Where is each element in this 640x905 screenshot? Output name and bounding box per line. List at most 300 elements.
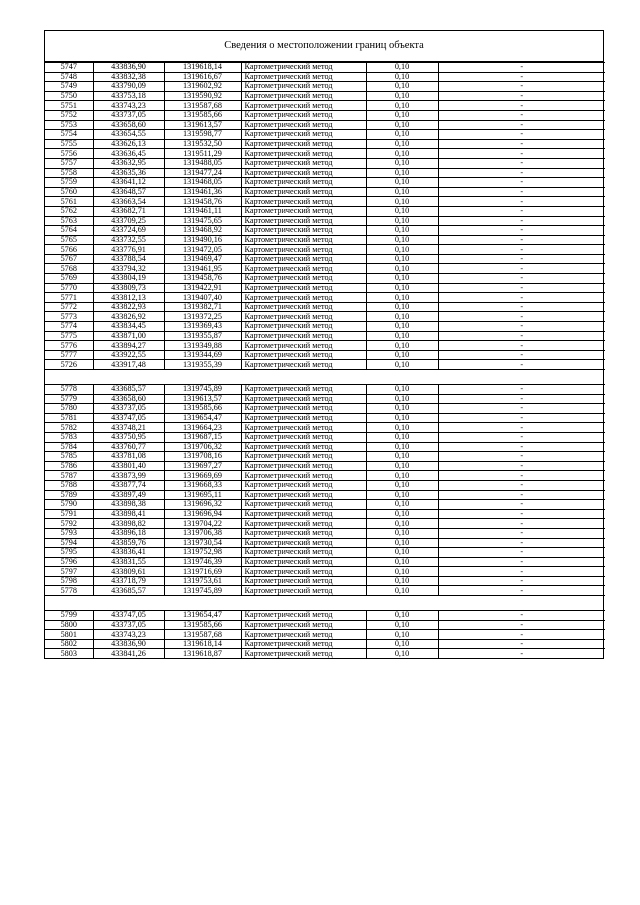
- point-number-cell: 5759: [45, 178, 93, 188]
- y-coordinate-cell: 1319461,95: [164, 264, 241, 274]
- x-coordinate-cell: 433922,55: [93, 350, 164, 360]
- y-coordinate-cell: 1319344,69: [164, 350, 241, 360]
- description-cell: -: [438, 432, 605, 442]
- accuracy-cell: 0,10: [366, 442, 438, 452]
- point-number-cell: 5755: [45, 139, 93, 149]
- x-coordinate-cell: 433836,90: [93, 639, 164, 649]
- x-coordinate-cell: 433809,73: [93, 283, 164, 293]
- description-cell: -: [438, 178, 605, 188]
- boundary-document: [44, 30, 604, 659]
- description-cell: -: [438, 480, 605, 490]
- description-cell: -: [438, 187, 605, 197]
- accuracy-cell: 0,10: [366, 130, 438, 140]
- description-cell: -: [438, 110, 605, 120]
- table-row: [45, 274, 605, 284]
- point-number-cell: 5749: [45, 82, 93, 92]
- table-row: [45, 567, 605, 577]
- table-row: [45, 557, 605, 567]
- method-cell: Картометрический метод: [241, 197, 366, 207]
- point-number-cell: 5753: [45, 120, 93, 130]
- point-number-cell: 5801: [45, 630, 93, 640]
- description-cell: -: [438, 630, 605, 640]
- table-row: [45, 432, 605, 442]
- description-cell: -: [438, 404, 605, 414]
- point-number-cell: 5757: [45, 158, 93, 168]
- method-cell: Картометрический метод: [241, 620, 366, 630]
- y-coordinate-cell: 1319472,05: [164, 245, 241, 255]
- table-row: [45, 82, 605, 92]
- y-coordinate-cell: 1319618,14: [164, 63, 241, 73]
- table-row: [45, 197, 605, 207]
- y-coordinate-cell: 1319490,16: [164, 235, 241, 245]
- method-cell: Картометрический метод: [241, 394, 366, 404]
- x-coordinate-cell: 433898,38: [93, 500, 164, 510]
- y-coordinate-cell: 1319355,87: [164, 331, 241, 341]
- point-number-cell: 5791: [45, 509, 93, 519]
- accuracy-cell: 0,10: [366, 226, 438, 236]
- y-coordinate-cell: 1319488,05: [164, 158, 241, 168]
- method-cell: Картометрический метод: [241, 639, 366, 649]
- coordinates-table: [45, 62, 605, 658]
- method-cell: Картометрический метод: [241, 341, 366, 351]
- description-cell: -: [438, 254, 605, 264]
- description-cell: -: [438, 385, 605, 395]
- point-number-cell: 5764: [45, 226, 93, 236]
- point-number-cell: 5760: [45, 187, 93, 197]
- y-coordinate-cell: 1319585,66: [164, 110, 241, 120]
- y-coordinate-cell: 1319372,25: [164, 312, 241, 322]
- table-row: [45, 611, 605, 621]
- point-number-cell: 5776: [45, 341, 93, 351]
- description-cell: -: [438, 461, 605, 471]
- table-row: [45, 226, 605, 236]
- description-cell: -: [438, 639, 605, 649]
- x-coordinate-cell: 433832,38: [93, 72, 164, 82]
- method-cell: Картометрический метод: [241, 452, 366, 462]
- table-row: [45, 245, 605, 255]
- x-coordinate-cell: 433709,25: [93, 216, 164, 226]
- y-coordinate-cell: 1319696,94: [164, 509, 241, 519]
- accuracy-cell: 0,10: [366, 500, 438, 510]
- method-cell: Картометрический метод: [241, 509, 366, 519]
- method-cell: Картометрический метод: [241, 611, 366, 621]
- point-number-cell: 5796: [45, 557, 93, 567]
- accuracy-cell: 0,10: [366, 331, 438, 341]
- y-coordinate-cell: 1319585,66: [164, 404, 241, 414]
- table-row: [45, 283, 605, 293]
- x-coordinate-cell: 433663,54: [93, 197, 164, 207]
- accuracy-cell: 0,10: [366, 139, 438, 149]
- y-coordinate-cell: 1319654,47: [164, 611, 241, 621]
- method-cell: Картометрический метод: [241, 471, 366, 481]
- table-row: [45, 216, 605, 226]
- point-number-cell: 5766: [45, 245, 93, 255]
- x-coordinate-cell: 433826,92: [93, 312, 164, 322]
- x-coordinate-cell: 433776,91: [93, 245, 164, 255]
- point-number-cell: 5747: [45, 63, 93, 73]
- description-cell: -: [438, 341, 605, 351]
- x-coordinate-cell: 433822,93: [93, 302, 164, 312]
- x-coordinate-cell: 433831,55: [93, 557, 164, 567]
- y-coordinate-cell: 1319745,89: [164, 586, 241, 596]
- x-coordinate-cell: 433658,60: [93, 120, 164, 130]
- x-coordinate-cell: 433897,49: [93, 490, 164, 500]
- accuracy-cell: 0,10: [366, 649, 438, 658]
- table-row: [45, 630, 605, 640]
- accuracy-cell: 0,10: [366, 206, 438, 216]
- x-coordinate-cell: 433737,05: [93, 404, 164, 414]
- x-coordinate-cell: 433648,57: [93, 187, 164, 197]
- accuracy-cell: 0,10: [366, 187, 438, 197]
- description-cell: -: [438, 500, 605, 510]
- description-cell: -: [438, 331, 605, 341]
- description-cell: -: [438, 557, 605, 567]
- y-coordinate-cell: 1319745,89: [164, 385, 241, 395]
- x-coordinate-cell: 433724,69: [93, 226, 164, 236]
- point-number-cell: 5787: [45, 471, 93, 481]
- x-coordinate-cell: 433747,05: [93, 413, 164, 423]
- x-coordinate-cell: 433877,74: [93, 480, 164, 490]
- x-coordinate-cell: 433737,05: [93, 620, 164, 630]
- method-cell: Картометрический метод: [241, 235, 366, 245]
- point-number-cell: 5780: [45, 404, 93, 414]
- method-cell: Картометрический метод: [241, 158, 366, 168]
- description-cell: -: [438, 197, 605, 207]
- method-cell: Картометрический метод: [241, 91, 366, 101]
- accuracy-cell: 0,10: [366, 302, 438, 312]
- method-cell: Картометрический метод: [241, 149, 366, 159]
- accuracy-cell: 0,10: [366, 490, 438, 500]
- x-coordinate-cell: 433871,00: [93, 331, 164, 341]
- y-coordinate-cell: 1319706,38: [164, 528, 241, 538]
- x-coordinate-cell: 433737,05: [93, 110, 164, 120]
- table-row: [45, 480, 605, 490]
- point-number-cell: 5774: [45, 322, 93, 332]
- x-coordinate-cell: 433834,45: [93, 322, 164, 332]
- method-cell: Картометрический метод: [241, 178, 366, 188]
- description-cell: -: [438, 442, 605, 452]
- accuracy-cell: 0,10: [366, 586, 438, 596]
- table-row: [45, 254, 605, 264]
- y-coordinate-cell: 1319704,22: [164, 519, 241, 529]
- accuracy-cell: 0,10: [366, 101, 438, 111]
- x-coordinate-cell: 433836,90: [93, 63, 164, 73]
- accuracy-cell: 0,10: [366, 235, 438, 245]
- y-coordinate-cell: 1319687,15: [164, 432, 241, 442]
- accuracy-cell: 0,10: [366, 557, 438, 567]
- x-coordinate-cell: 433654,55: [93, 130, 164, 140]
- y-coordinate-cell: 1319532,50: [164, 139, 241, 149]
- method-cell: Картометрический метод: [241, 586, 366, 596]
- point-number-cell: 5770: [45, 283, 93, 293]
- point-number-cell: 5802: [45, 639, 93, 649]
- table-row: [45, 302, 605, 312]
- x-coordinate-cell: 433781,08: [93, 452, 164, 462]
- method-cell: Картометрический метод: [241, 63, 366, 73]
- point-number-cell: 5767: [45, 254, 93, 264]
- y-coordinate-cell: 1319716,69: [164, 567, 241, 577]
- x-coordinate-cell: 433841,26: [93, 649, 164, 658]
- table-row: [45, 264, 605, 274]
- accuracy-cell: 0,10: [366, 630, 438, 640]
- point-number-cell: 5799: [45, 611, 93, 621]
- point-number-cell: 5798: [45, 576, 93, 586]
- method-cell: Картометрический метод: [241, 350, 366, 360]
- x-coordinate-cell: 433760,77: [93, 442, 164, 452]
- description-cell: -: [438, 350, 605, 360]
- table-row: [45, 72, 605, 82]
- x-coordinate-cell: 433632,95: [93, 158, 164, 168]
- point-number-cell: 5789: [45, 490, 93, 500]
- method-cell: Картометрический метод: [241, 423, 366, 433]
- description-cell: -: [438, 158, 605, 168]
- accuracy-cell: 0,10: [366, 72, 438, 82]
- point-number-cell: 5772: [45, 302, 93, 312]
- method-cell: Картометрический метод: [241, 245, 366, 255]
- x-coordinate-cell: 433859,76: [93, 538, 164, 548]
- y-coordinate-cell: 1319654,47: [164, 413, 241, 423]
- table-row: [45, 404, 605, 414]
- method-cell: Картометрический метод: [241, 461, 366, 471]
- y-coordinate-cell: 1319458,76: [164, 197, 241, 207]
- accuracy-cell: 0,10: [366, 274, 438, 284]
- point-number-cell: 5784: [45, 442, 93, 452]
- accuracy-cell: 0,10: [366, 149, 438, 159]
- accuracy-cell: 0,10: [366, 404, 438, 414]
- method-cell: Картометрический метод: [241, 120, 366, 130]
- separator-cell: [45, 596, 605, 611]
- method-cell: Картометрический метод: [241, 557, 366, 567]
- accuracy-cell: 0,10: [366, 567, 438, 577]
- method-cell: Картометрический метод: [241, 442, 366, 452]
- y-coordinate-cell: 1319730,54: [164, 538, 241, 548]
- description-cell: -: [438, 586, 605, 596]
- description-cell: -: [438, 509, 605, 519]
- table-row: [45, 149, 605, 159]
- x-coordinate-cell: 433641,12: [93, 178, 164, 188]
- y-coordinate-cell: 1319511,29: [164, 149, 241, 159]
- y-coordinate-cell: 1319469,47: [164, 254, 241, 264]
- y-coordinate-cell: 1319613,57: [164, 394, 241, 404]
- description-cell: -: [438, 302, 605, 312]
- x-coordinate-cell: 433788,54: [93, 254, 164, 264]
- point-number-cell: 5785: [45, 452, 93, 462]
- method-cell: Картометрический метод: [241, 331, 366, 341]
- y-coordinate-cell: 1319382,71: [164, 302, 241, 312]
- method-cell: Картометрический метод: [241, 413, 366, 423]
- group-separator: [45, 596, 605, 611]
- method-cell: Картометрический метод: [241, 404, 366, 414]
- method-cell: Картометрический метод: [241, 274, 366, 284]
- method-cell: Картометрический метод: [241, 264, 366, 274]
- table-row: [45, 471, 605, 481]
- description-cell: -: [438, 72, 605, 82]
- description-cell: -: [438, 538, 605, 548]
- accuracy-cell: 0,10: [366, 82, 438, 92]
- description-cell: -: [438, 101, 605, 111]
- point-number-cell: 5768: [45, 264, 93, 274]
- y-coordinate-cell: 1319587,68: [164, 630, 241, 640]
- accuracy-cell: 0,10: [366, 385, 438, 395]
- method-cell: Картометрический метод: [241, 500, 366, 510]
- table-row: [45, 120, 605, 130]
- table-row: [45, 509, 605, 519]
- method-cell: Картометрический метод: [241, 283, 366, 293]
- x-coordinate-cell: 433809,61: [93, 567, 164, 577]
- accuracy-cell: 0,10: [366, 63, 438, 73]
- description-cell: -: [438, 322, 605, 332]
- x-coordinate-cell: 433658,60: [93, 394, 164, 404]
- x-coordinate-cell: 433636,45: [93, 149, 164, 159]
- point-number-cell: 5756: [45, 149, 93, 159]
- method-cell: Картометрический метод: [241, 82, 366, 92]
- method-cell: Картометрический метод: [241, 139, 366, 149]
- table-row: [45, 168, 605, 178]
- x-coordinate-cell: 433747,05: [93, 611, 164, 621]
- y-coordinate-cell: 1319602,92: [164, 82, 241, 92]
- y-coordinate-cell: 1319613,57: [164, 120, 241, 130]
- description-cell: -: [438, 216, 605, 226]
- method-cell: Картометрический метод: [241, 302, 366, 312]
- point-number-cell: 5777: [45, 350, 93, 360]
- x-coordinate-cell: 433743,23: [93, 101, 164, 111]
- method-cell: Картометрический метод: [241, 576, 366, 586]
- method-cell: Картометрический метод: [241, 519, 366, 529]
- method-cell: Картометрический метод: [241, 110, 366, 120]
- method-cell: Картометрический метод: [241, 360, 366, 370]
- table-row: [45, 341, 605, 351]
- accuracy-cell: 0,10: [366, 264, 438, 274]
- y-coordinate-cell: 1319468,92: [164, 226, 241, 236]
- point-number-cell: 5752: [45, 110, 93, 120]
- method-cell: Картометрический метод: [241, 226, 366, 236]
- y-coordinate-cell: 1319664,23: [164, 423, 241, 433]
- y-coordinate-cell: 1319696,32: [164, 500, 241, 510]
- method-cell: Картометрический метод: [241, 528, 366, 538]
- table-row: [45, 500, 605, 510]
- method-cell: Картометрический метод: [241, 293, 366, 303]
- x-coordinate-cell: 433790,09: [93, 82, 164, 92]
- description-cell: -: [438, 413, 605, 423]
- table-row: [45, 350, 605, 360]
- y-coordinate-cell: 1319458,76: [164, 274, 241, 284]
- method-cell: Картометрический метод: [241, 548, 366, 558]
- x-coordinate-cell: 433635,36: [93, 168, 164, 178]
- method-cell: Картометрический метод: [241, 72, 366, 82]
- point-number-cell: 5771: [45, 293, 93, 303]
- description-cell: -: [438, 611, 605, 621]
- table-row: [45, 293, 605, 303]
- description-cell: -: [438, 360, 605, 370]
- method-cell: Картометрический метод: [241, 432, 366, 442]
- accuracy-cell: 0,10: [366, 480, 438, 490]
- description-cell: -: [438, 567, 605, 577]
- table-row: [45, 178, 605, 188]
- table-row: [45, 639, 605, 649]
- table-row: [45, 331, 605, 341]
- method-cell: Картометрический метод: [241, 567, 366, 577]
- description-cell: -: [438, 528, 605, 538]
- table-row: [45, 620, 605, 630]
- y-coordinate-cell: 1319708,16: [164, 452, 241, 462]
- y-coordinate-cell: 1319695,11: [164, 490, 241, 500]
- accuracy-cell: 0,10: [366, 322, 438, 332]
- table-row: [45, 490, 605, 500]
- description-cell: -: [438, 548, 605, 558]
- accuracy-cell: 0,10: [366, 452, 438, 462]
- y-coordinate-cell: 1319468,05: [164, 178, 241, 188]
- accuracy-cell: 0,10: [366, 216, 438, 226]
- table-row: [45, 442, 605, 452]
- group-separator: [45, 370, 605, 385]
- point-number-cell: 5754: [45, 130, 93, 140]
- point-number-cell: 5794: [45, 538, 93, 548]
- table-row: [45, 63, 605, 73]
- description-cell: -: [438, 519, 605, 529]
- point-number-cell: 5795: [45, 548, 93, 558]
- table-row: [45, 312, 605, 322]
- point-number-cell: 5748: [45, 72, 93, 82]
- table-row: [45, 158, 605, 168]
- description-cell: -: [438, 63, 605, 73]
- x-coordinate-cell: 433801,40: [93, 461, 164, 471]
- description-cell: -: [438, 283, 605, 293]
- accuracy-cell: 0,10: [366, 350, 438, 360]
- y-coordinate-cell: 1319349,88: [164, 341, 241, 351]
- accuracy-cell: 0,10: [366, 538, 438, 548]
- x-coordinate-cell: 433732,55: [93, 235, 164, 245]
- y-coordinate-cell: 1319369,43: [164, 322, 241, 332]
- y-coordinate-cell: 1319461,36: [164, 187, 241, 197]
- x-coordinate-cell: 433836,41: [93, 548, 164, 558]
- x-coordinate-cell: 433873,99: [93, 471, 164, 481]
- table-row: [45, 110, 605, 120]
- accuracy-cell: 0,10: [366, 341, 438, 351]
- y-coordinate-cell: 1319616,67: [164, 72, 241, 82]
- accuracy-cell: 0,10: [366, 110, 438, 120]
- description-cell: -: [438, 91, 605, 101]
- point-number-cell: 5800: [45, 620, 93, 630]
- accuracy-cell: 0,10: [366, 620, 438, 630]
- accuracy-cell: 0,10: [366, 293, 438, 303]
- accuracy-cell: 0,10: [366, 432, 438, 442]
- x-coordinate-cell: 433804,19: [93, 274, 164, 284]
- point-number-cell: 5763: [45, 216, 93, 226]
- point-number-cell: 5788: [45, 480, 93, 490]
- y-coordinate-cell: 1319422,91: [164, 283, 241, 293]
- point-number-cell: 5781: [45, 413, 93, 423]
- table-row: [45, 130, 605, 140]
- accuracy-cell: 0,10: [366, 178, 438, 188]
- accuracy-cell: 0,10: [366, 509, 438, 519]
- point-number-cell: 5778: [45, 385, 93, 395]
- table-row: [45, 139, 605, 149]
- description-cell: -: [438, 312, 605, 322]
- method-cell: Картометрический метод: [241, 322, 366, 332]
- method-cell: Картометрический метод: [241, 206, 366, 216]
- method-cell: Картометрический метод: [241, 101, 366, 111]
- description-cell: -: [438, 620, 605, 630]
- table-row: [45, 360, 605, 370]
- y-coordinate-cell: 1319618,14: [164, 639, 241, 649]
- x-coordinate-cell: 433898,82: [93, 519, 164, 529]
- point-number-cell: 5790: [45, 500, 93, 510]
- accuracy-cell: 0,10: [366, 168, 438, 178]
- description-cell: -: [438, 423, 605, 433]
- point-number-cell: 5778: [45, 586, 93, 596]
- accuracy-cell: 0,10: [366, 283, 438, 293]
- point-number-cell: 5786: [45, 461, 93, 471]
